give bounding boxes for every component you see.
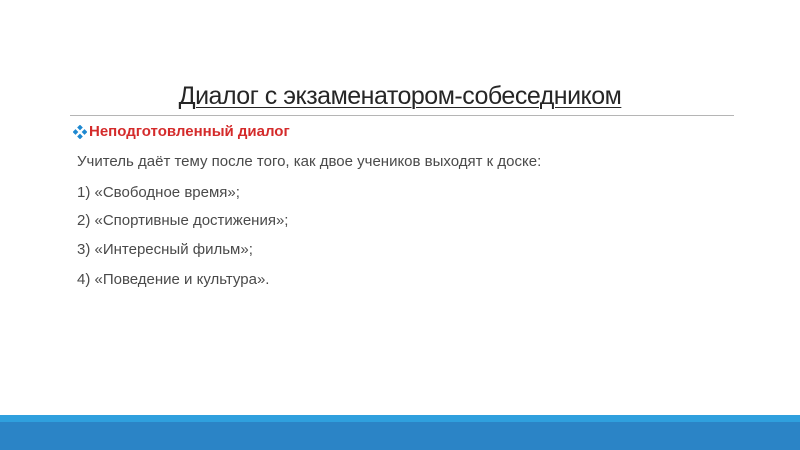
body-line-topic-4: 4) «Поведение и культура». — [77, 271, 270, 288]
slide-title: Диалог с экзаменатором-собеседником — [178, 82, 622, 110]
diamond-bullet-icon — [73, 125, 87, 139]
body-line-topic-3: 3) «Интересный фильм»; — [77, 241, 253, 258]
body-line-topic-2: 2) «Спортивные достижения»; — [77, 212, 289, 229]
title-divider — [70, 115, 734, 116]
footer-accent-band — [0, 415, 800, 422]
bullet-heading-text: Неподготовленный диалог — [89, 123, 290, 140]
body-line-topic-1: 1) «Свободное время»; — [77, 184, 240, 201]
bullet-heading — [73, 123, 290, 140]
body-line-intro: Учитель даёт тему после того, как двое учеников выходят к доске: — [77, 153, 542, 170]
